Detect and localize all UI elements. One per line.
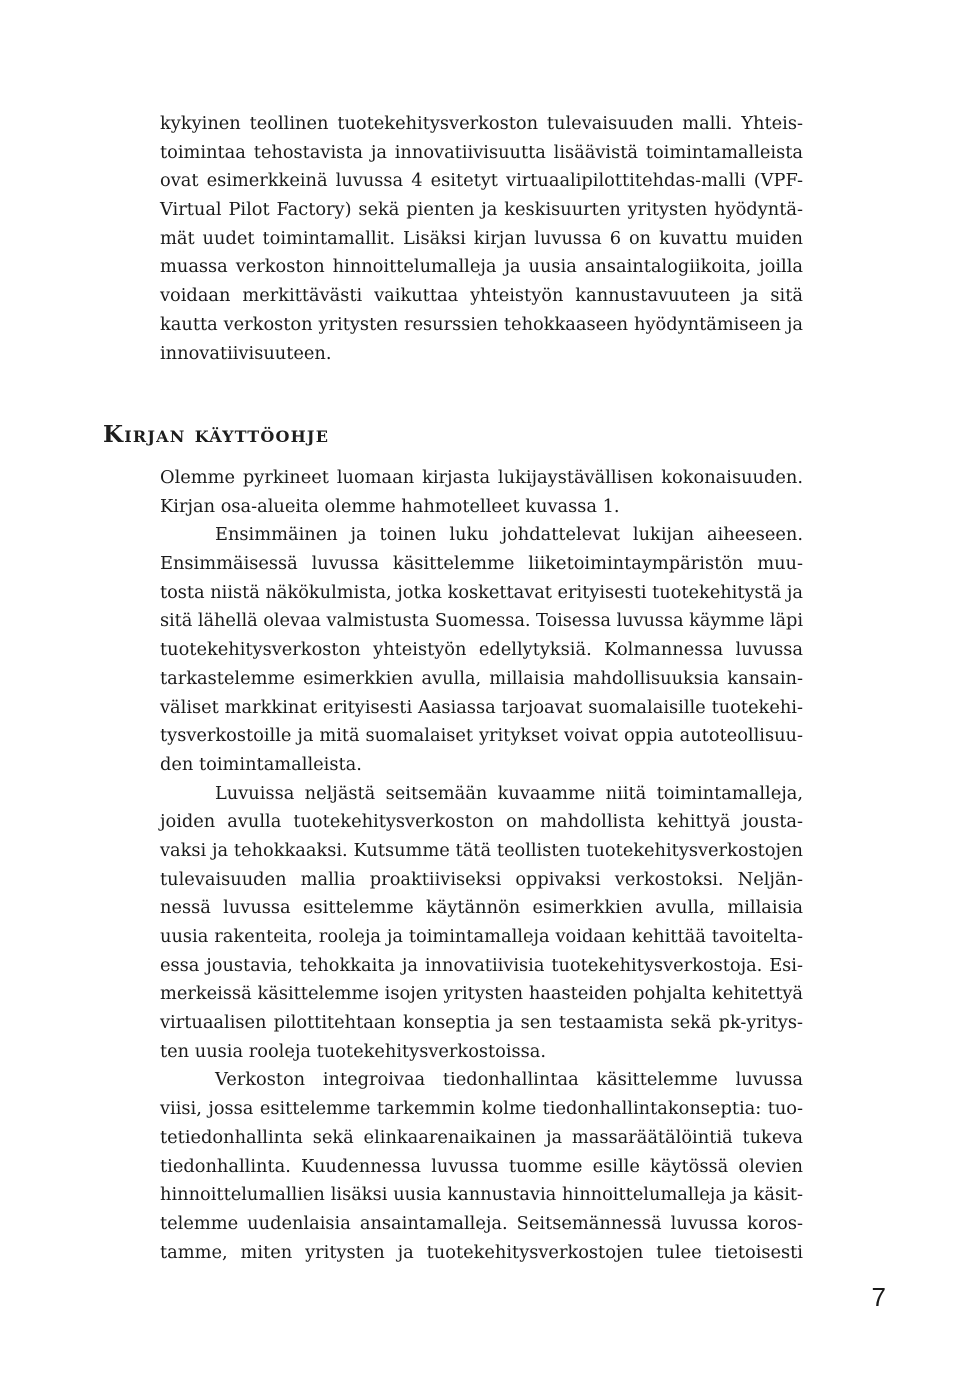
intro-paragraph <box>160 110 803 368</box>
text-line: ovat esimerkkeinä luvussa 4 esitetyt virtuaalipilottitehdas-malli (VPF- <box>160 170 803 192</box>
text-line: telemme uudenlaisia ansaintamalleja. Seitsemännessä luvussa koros- <box>160 1212 803 1234</box>
text-line: viisi, jossa esittelemme tarkemmin kolme tiedonhallintakonseptia: tuo- <box>160 1098 803 1120</box>
section-body <box>160 464 803 1267</box>
text-line: ten uusia rooleja tuotekehitysverkostoissa. <box>160 1040 547 1062</box>
page-number: 7 <box>871 1282 886 1312</box>
text-line: Kirjan osa-alueita olemme hahmotelleet kuvassa 1. <box>160 495 620 517</box>
text-line: joiden avulla tuotekehitysverkoston on mahdollista kehittyä jousta- <box>160 811 803 833</box>
text-line: virtuaalisen pilottitehtaan konseptia ja sen testaamista sekä pk-yritys- <box>160 1012 803 1034</box>
text-line: Luvuissa neljästä seitsemään kuvaamme niitä toimintamalleja, <box>215 782 803 804</box>
text-line: tarkastelemme esimerkkien avulla, millaisia mahdollisuuksia kansain- <box>160 667 803 689</box>
text-line: voidaan merkittävästi vaikuttaa yhteistyön kannustavuuteen ja sitä <box>160 285 803 307</box>
text-line: toimintaa tehostavista ja innovatiivisuutta lisäävistä toimintamalleista <box>160 141 803 163</box>
text-line: Olemme pyrkineet luomaan kirjasta lukijaystävällisen kokonaisuuden. <box>160 467 803 488</box>
text-line: mät uudet toimintamallit. Lisäksi kirjan luvussa 6 on kuvattu muiden <box>160 227 803 249</box>
text-line: väliset markkinat erityisesti Aasiassa tarjoavat suomalaisille tuotekehi- <box>160 696 803 718</box>
text-line: essa joustavia, tehokkaita ja innovatiivisia tuotekehitysverkostoja. Esi- <box>160 954 803 976</box>
text-line: den toimintamalleista. <box>160 753 362 775</box>
text-line: hinnoittelumallien lisäksi uusia kannustavia hinnoittelumalleja ja käsit- <box>160 1184 803 1206</box>
text-line: kautta verkoston yritysten resurssien tehokkaaseen hyödyntämiseen ja <box>160 313 803 335</box>
text-line: merkeissä käsittelemme isojen yritysten haasteiden pohjalta kehitettyä <box>160 983 803 1005</box>
text-line: muassa verkoston hinnoittelumalleja ja uusia ansaintalogiikoita, joilla <box>160 256 803 278</box>
text-line: tetiedonhallinta sekä elinkaarenaikainen ja massaräätälöintiä tukeva <box>160 1126 803 1148</box>
text-line: tiedonhallinta. Kuudennessa luvussa tuomme esille käytössä olevien <box>160 1155 803 1177</box>
text-line: tamme, miten yritysten ja tuotekehitysverkostojen tulee tietoisesti <box>160 1241 803 1263</box>
text-line: tosta niistä näkökulmista, jotka koskettavat erityisesti tuotekehitystä ja <box>160 581 803 603</box>
text-line: tulevaisuuden mallia proaktiiviseksi oppivaksi verkostoksi. Neljän- <box>160 868 803 890</box>
text-line: sitä lähellä olevaa valmistusta Suomessa. Toisessa luvussa käymme läpi <box>160 610 803 632</box>
text-line: Ensimmäisessä luvussa käsittelemme liiketoimintaympäristön muu- <box>160 553 803 575</box>
text-line: vaksi ja tehokkaaksi. Kutsumme tätä teollisten tuotekehitysverkostojen <box>160 839 803 861</box>
text-line: uusia rakenteita, rooleja ja toimintamalleja voidaan kehittää tavoitelta- <box>160 926 803 947</box>
text-line: nessä luvussa esittelemme käytännön esimerkkien avulla, millaisia <box>160 897 803 919</box>
text-line: innovatiivisuuteen. <box>160 342 332 364</box>
text-line: Virtual Pilot Factory) sekä pienten ja keskisuurten yritysten hyödyntä- <box>160 199 803 221</box>
text-line: Verkoston integroivaa tiedonhallintaa käsittelemme luvussa <box>215 1069 803 1091</box>
text-line: tuotekehitysverkoston yhteistyön edellytyksiä. Kolmannessa luvussa <box>160 639 803 661</box>
text-line: Ensimmäinen ja toinen luku johdattelevat lukijan aiheeseen. <box>215 524 803 546</box>
section-heading: Kirjan käyttöohje <box>103 421 330 448</box>
text-line: tysverkostoille ja mitä suomalaiset yritykset voivat oppia autoteollisuu- <box>160 725 803 747</box>
text-line: kykyinen teollinen tuotekehitysverkoston tulevaisuuden malli. Yhteis- <box>160 113 803 134</box>
